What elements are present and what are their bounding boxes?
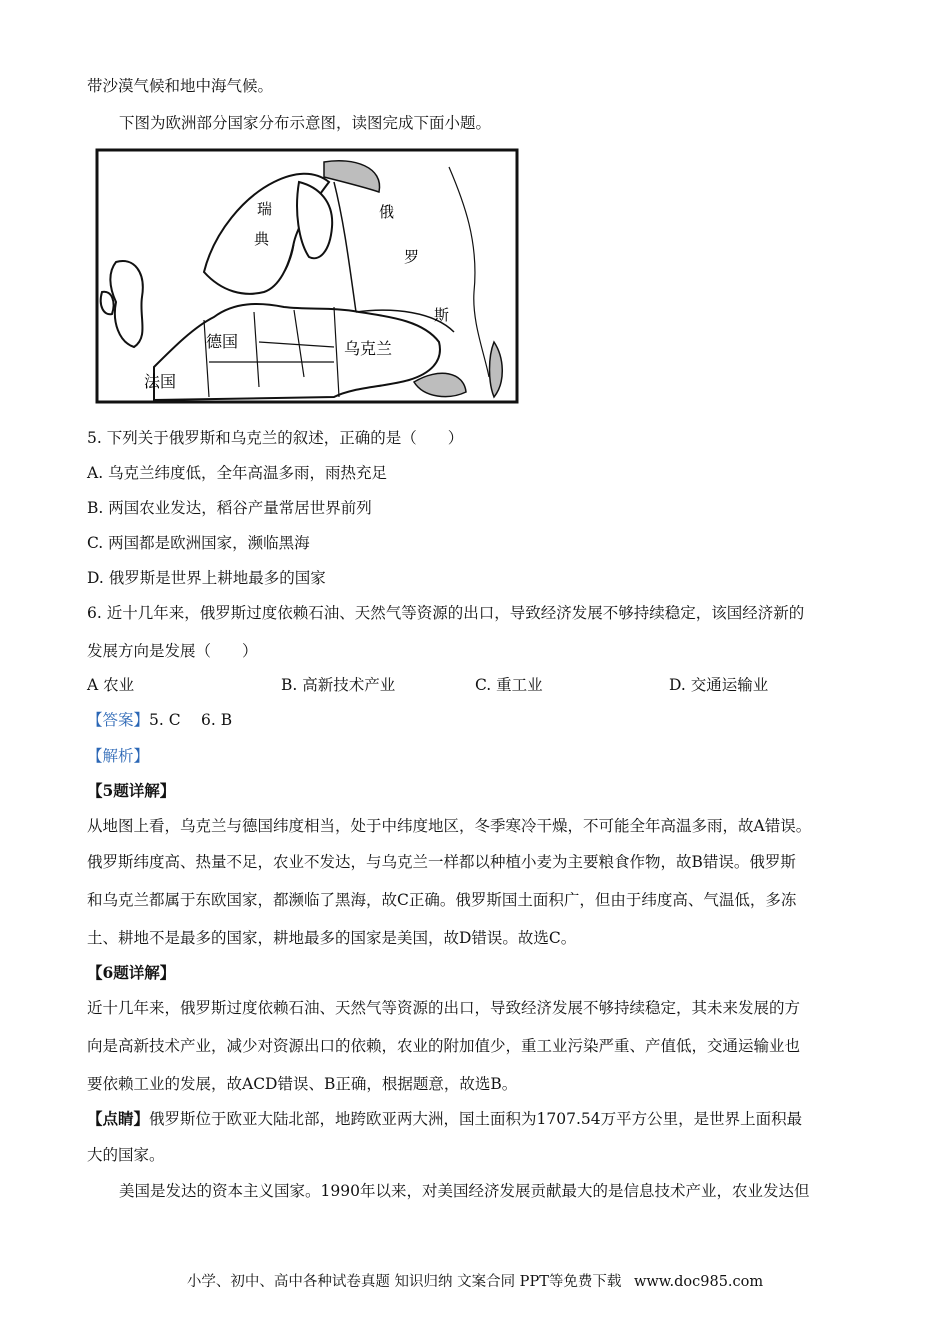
option-5d: D. 俄罗斯是世界上耕地最多的国家 [87, 569, 326, 587]
option-6b: B. 高新技术产业 [281, 676, 396, 694]
option-6d: D. 交通运输业 [669, 676, 769, 694]
option-5c: C. 两国都是欧洲国家，濒临黑海 [87, 534, 310, 552]
analysis-label: 【解析】 [87, 747, 150, 765]
answer-line [87, 710, 232, 730]
tip-text: 俄罗斯位于欧亚大陆北部，地跨欧亚两大洲，国土面积为1707.54万平方公里，是世界上面积最 [149, 1110, 803, 1128]
question-5: 5. 下列关于俄罗斯和乌克兰的叙述，正确的是（ ） [87, 429, 464, 447]
option-6a: A 农业 [87, 676, 135, 694]
detail-6-line: 近十几年来，俄罗斯过度依赖石油、天然气等资源的出口，导致经济发展不够持续稳定，其未来发展的方 [87, 999, 801, 1017]
answer-text: 5. C 6. B [149, 711, 233, 729]
map-label-russia-1: 俄 [379, 203, 395, 221]
map-label-russia-3: 斯 [434, 306, 450, 324]
question-6-line2: 发展方向是发展（ ） [87, 642, 258, 660]
map-label-germany: 德国 [206, 332, 239, 351]
detail-6-line: 向是高新技术产业，减少对资源出口的依赖，农业的附加值少，重工业污染严重、产值低，交通运输业也 [87, 1037, 801, 1055]
footer-text: 小学、初中、高中各种试卷真题 知识归纳 文案合同 PPT等免费下载 [186, 1274, 622, 1290]
tip-label: 【点睛】 [87, 1109, 150, 1128]
tip-line [87, 1109, 802, 1129]
tip-line: 大的国家。 [87, 1146, 165, 1164]
text-line: 下图为欧洲部分国家分布示意图，读图完成下面小题。 [119, 114, 492, 132]
footer [0, 1270, 950, 1291]
detail-6-title: 【6题详解】 [87, 963, 176, 982]
detail-5-line: 土、耕地不是最多的国家，耕地最多的国家是美国，故D错误。故选C。 [87, 929, 577, 947]
map-label-sweden-1: 瑞 [257, 200, 273, 218]
text-line: 美国是发达的资本主义国家。1990年以来，对美国经济发展贡献最大的是信息技术产业，农业发达但 [119, 1182, 810, 1200]
detail-6-line: 要依赖工业的发展，故ACD错误、B正确，根据题意，故选B。 [87, 1075, 518, 1093]
detail-5-title: 【5题详解】 [87, 781, 176, 800]
text-line: 带沙漠气候和地中海气候。 [87, 77, 274, 95]
detail-5-line: 俄罗斯纬度高、热量不足，农业不发达，与乌克兰一样都以种植小麦为主要粮食作物，故B错误。俄罗斯 [87, 853, 796, 871]
detail-5-line: 和乌克兰都属于东欧国家，都濒临了黑海，故C正确。俄罗斯国土面积广，但由于纬度高、气温低，多冻 [87, 891, 797, 909]
footer-site-link[interactable]: www.doc985.com [633, 1274, 764, 1290]
option-5a: A. 乌克兰纬度低，全年高温多雨，雨热充足 [87, 464, 388, 482]
map-label-ukraine: 乌克兰 [344, 339, 393, 358]
map-label-sweden-2: 典 [254, 230, 270, 248]
question-6-line1: 6. 近十几年来，俄罗斯过度依赖石油、天然气等资源的出口，导致经济发展不够持续稳定，该国经济新的 [87, 604, 805, 622]
detail-5-line: 从地图上看，乌克兰与德国纬度相当，处于中纬度地区，冬季寒冷干燥，不可能全年高温多雨，故A错误。 [87, 817, 812, 835]
map-label-france: 法国 [144, 372, 177, 391]
europe-map [94, 142, 522, 408]
answer-label: 【答案】 [87, 711, 150, 729]
option-5b: B. 两国农业发达，稻谷产量常居世界前列 [87, 499, 372, 517]
map-label-russia-2: 罗 [404, 248, 420, 266]
option-6c: C. 重工业 [475, 676, 543, 694]
